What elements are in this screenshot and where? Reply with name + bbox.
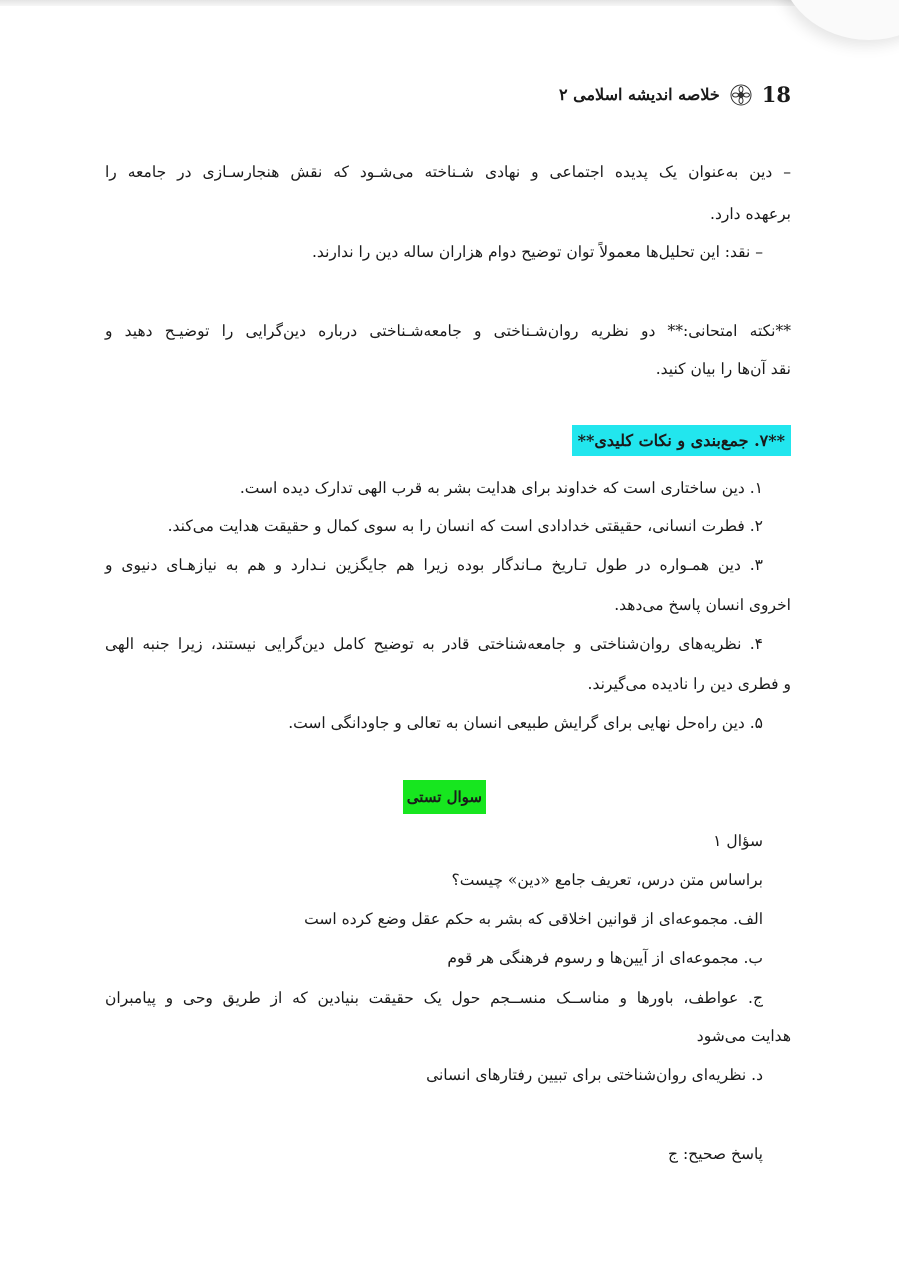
option-b: ب. مجموعه‌ای از آیین‌ها و رسوم فرهنگی هر قوم <box>447 949 763 967</box>
correct-answer: پاسخ صحیح: ج <box>668 1145 763 1163</box>
summary-item-4-cont: و فطری دین را نادیده می‌گیرند. <box>587 675 791 693</box>
summary-item-5: ۵. دین راه‌حل نهایی برای گرایش طبیعی انسان به تعالی و جاودانگی است. <box>288 714 763 732</box>
summary-item-1: ۱. دین ساختاری است که خداوند برای هدایت بشر به قرب الهی تدارک دیده است. <box>239 479 763 497</box>
option-c-cont: هدایت می‌شود <box>696 1027 791 1045</box>
page-curl-shadow <box>779 0 899 40</box>
summary-item-3-cont: اخروی انسان پاسخ می‌دهد. <box>614 596 791 614</box>
intro-critique: – نقد: این تحلیل‌ها معمولاً توان توضیح دوام هزاران ساله دین را ندارند. <box>312 243 763 261</box>
page-number: 18 <box>761 82 791 107</box>
option-d: د. نظریه‌ای روان‌شناختی برای تبیین رفتارهای انسانی <box>426 1066 763 1084</box>
top-edge-strip <box>0 0 899 6</box>
question-text: براساس متن درس، تعریف جامع «دین» چیست؟ <box>451 871 763 889</box>
flower-ornament-icon <box>730 84 752 106</box>
intro-line-2: برعهده دارد. <box>710 205 791 223</box>
option-a: الف. مجموعه‌ای از قوانین اخلاقی که بشر به حکم عقل وضع کرده است <box>304 910 763 928</box>
option-c: ج. عواطف، باورها و مناســک منســجم حول یک حقیقت بنیادین که از طریق وحی و پیامبران <box>105 989 763 1007</box>
exam-note-line-1: **نکته امتحانی:** دو نظریه روان‌شـناختی و جامعه‌شـناختی درباره دین‌گرایی را توضیـح دهید و <box>105 322 791 340</box>
summary-heading: **۷. جمع‌بندی و نکات کلیدی** <box>572 425 791 456</box>
page-header <box>559 82 791 107</box>
quiz-heading: سوال تستی <box>403 780 486 814</box>
book-title: خلاصه اندیشه اسلامی ۲ <box>558 85 720 104</box>
exam-note-line-2: نقد آن‌ها را بیان کنید. <box>655 360 791 378</box>
summary-item-4: ۴. نظریه‌های روان‌شناختی و جامعه‌شناختی قادر به توضیح کامل دین‌گرایی نیستند، زیرا جنبه الهی <box>105 635 763 653</box>
intro-line-1: – دین به‌عنوان یک پدیده اجتماعی و نهادی شـناخته می‌شـود که نقش هنجارسـازی در جامعه را <box>105 163 791 181</box>
summary-item-3: ۳. دین همـواره در طول تـاریخ مـاندگار بوده زیرا هم جایگزین نـدارد و هم به نیازهـای دنیوی و <box>105 556 763 574</box>
question-label: سؤال ۱ <box>713 832 763 850</box>
summary-item-2: ۲. فطرت انسانی، حقیقتی خدادادی است که انسان را به سوی کمال و حقیقت هدایت می‌کند. <box>167 517 763 535</box>
